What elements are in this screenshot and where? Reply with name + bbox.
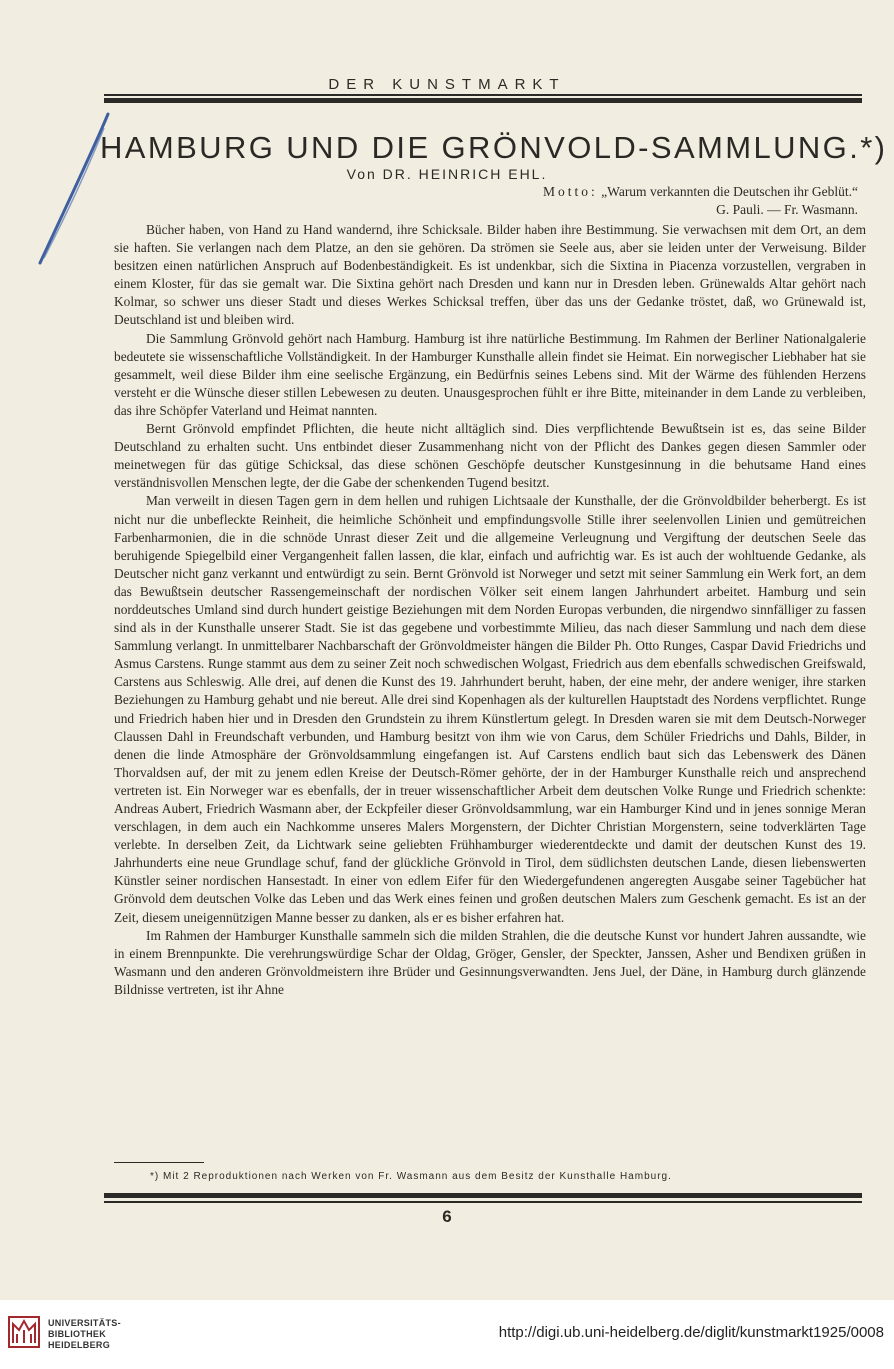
header-rule-thick — [104, 98, 862, 103]
library-logo-icon[interactable] — [8, 1316, 40, 1348]
source-url-link[interactable]: http://digi.ub.uni-heidelberg.de/diglit/kunstmarkt1925/0008 — [498, 1324, 884, 1341]
institution-line: BIBLIOTHEK — [48, 1329, 106, 1339]
header-rule-thin — [104, 94, 862, 96]
paragraph: Bernt Grönvold empfindet Pflichten, die heute nicht alltäglich sind. Dies verpflichtende Bewußtsein ist es, das seine Bilder Deutschland zu erhalten sucht. Uns entbindet dieser Zusammenhang nicht von der Pflicht des Dankes gegen diesen Sammler oder meinetwegen für das gütige Schicksal, das diese schönen Geschöpfe deutscher Kunstgesinnung in die behutsame Hand eines verständnisvollen Menschen legte, der die Gabe der schenkenden Tugend besitzt. — [114, 421, 866, 491]
footnote-rule — [114, 1162, 204, 1163]
institution-name — [48, 1318, 121, 1351]
paragraph: Im Rahmen der Hamburger Kunsthalle sammeln sich die milden Strahlen, die die deutsche Kunst vor hundert Jahren aussandte, wie in einem Brennpunkte. Die verehrungswürdige Schar der Oldag, Gröger, Gensler, der Speckter, Janssen, Asher und Bendixen grüßen in Wasmann und den anderen Grönvoldmeistern ihre Brüder und Gesinnungsverwandten. Jens Juel, der Däne, in Hamburg durch glänzende Bildnisse vertreten, ist ihr Ahne — [114, 927, 866, 997]
paragraph: Man verweilt in diesen Tagen gern in dem hellen und ruhigen Lichtsaale der Kunsthalle, der die Grönvoldbilder beherbergt. Es ist nicht nur die unbefleckte Reinheit, die heimliche Schönheit und empfindungsvolle Stille ihrer seelenvollen Linien und gemütreichen Farbenharmonien, die in die schnöde Unrast dieser Zeit und die allgemeine Verleugnung und Vergiftung der deutschen Seele das beruhigende Spiegelbild einer Vergangenheit fallen lassen, die klar, einfach und aufrichtig war. Es ist auch der wohltuende Gedanke, als Deutscher nicht ganz verkannt und entwürdigt zu sein. Bernt Grönvold ist Norweger und setzt mit seiner Sammlung ein Werk fort, an dem das Bewußtsein deutscher Rassengemeinschaft der nordischen Völker seit einem langen Jahrhundert arbeitet. Hamburg und sein norddeutsches Umland sind durch hundert geistige Beziehungen mit dem Norden Europas verbunden, die nirgendwo sinnfälliger zu fassen sind als in der Kunsthalle unserer Stadt. Sie ist das gegebene und vorbestimmte Milieu, das nach dieser Sammlung und nach dem diese Sammlung verlangt. In unmittelbarer Nachbarschaft der Grönvoldmeister hängen die Bilder Ph. Otto Runges, Caspar David Friedrichs und Asmus Carstens. Runge stammt aus dem zu seiner Zeit noch schwedischen Wolgast, Friedrich aus dem ebenfalls schwedischen Greifswald, Carstens aus Schleswig. Alle drei, auf denen die Kunst des 19. Jahrhundert beruht, haben, der eine mehr, der andere weniger, ihre starken Beziehungen zu Hamburg gehabt und nie bereut. Alle drei sind Kopenhagen als der kulturellen Hauptstadt des Nordens verpflichtet. Runge und Friedrich haben hier und in Dresden den Grundstein zu ihrem Künstlertum gelegt. In Dresden waren sie mit dem Deutsch-Norweger Claussen Dahl in Freundschaft verbunden, und Hamburg besitzt von ihm wie von Carus, dem Schüler Friedrichs und Dahls, Bilder, in denen die linde Atmosphäre der Grönvoldsammlung eingefangen ist. Auf Carstens endlich baut sich das Lebenswerk des Dänen Thorvaldsen auf, der mit zu jenem edlen Kreise der Deutsch-Römer gehörte, der in der Hamburger Kunsthalle reich und ansprechend vertreten ist. Ein Norweger war es ebenfalls, der in treuer wissenschaftlicher Arbeit dem deutschen Volke Runge und Friedrich schenkte: Andreas Aubert, Friedrich Wasmann aber, der Eckpfeiler dieser Grönvoldsammlung, war ein Hamburger Kind und in jenes sonnige Meran verschlagen, in dem auch ein Nachkomme unseres Malers Morgenstern, der Dichter Christian Morgenstern, seine todverklärten Tage verlebte. In derselben Zeit, da Lichtwark seine geliebten Frühhamburger wiederentdeckte und damit der deutschen Kunst des 19. Jahrhunderts eine neue Grundlage schuf, fand der glückliche Grönvold in Tirol, dem südlichsten deutschen Lande, diesen liebenswerten Künstler seiner nordischen Hansestadt. In einer von edlem Eifer für den Wiedergefundenen angeregten Ausgabe seiner Tagebücher hat Grönvold dem deutschen Volke das Leben und das Werk eines feinen und großen deutschen Malers zum Geschenk gemacht. Es ist an der Zeit, diesem uneigennützigen Manne besser zu danken, als er es bisher erfahren hat. — [114, 493, 866, 925]
article-title: HAMBURG UND DIE GRÖNVOLD-SAMMLUNG.*) — [100, 130, 888, 165]
article-body — [114, 221, 866, 999]
motto-label: Motto: — [543, 184, 598, 199]
footer-rule-thick — [104, 1193, 862, 1198]
institution-line: UNIVERSITÄTS- — [48, 1318, 121, 1328]
digitization-footer — [0, 1300, 894, 1369]
running-head: DER KUNSTMARKT — [328, 76, 566, 93]
footnote: *) Mit 2 Reproduktionen nach Werken von Fr. Wasmann aus dem Besitz der Kunsthalle Hamburg. — [150, 1171, 672, 1182]
motto-quote: „Warum verkannten die Deutschen ihr Geblüt.“ — [601, 184, 858, 199]
institution-line: HEIDELBERG — [48, 1340, 111, 1350]
motto — [543, 183, 858, 219]
byline: Von DR. HEINRICH EHL. — [346, 166, 548, 182]
footer-rule-thin — [104, 1201, 862, 1203]
page-number: 6 — [442, 1207, 452, 1226]
motto-source: G. Pauli. — Fr. Wasmann. — [716, 202, 858, 217]
paragraph: Bücher haben, von Hand zu Hand wandernd, ihre Schicksale. Bilder haben ihre Bestimmung. Sie verwachsen mit dem Ort, an dem sie haften. Sie verlangen nach dem Platze, an den sie gehören. Da strömen sie Seele aus, aber sie leiden unter der Verweisung. Bilder besitzen einen natürlichen Anspruch auf Bodenbeständigkeit. Es ist undenkbar, sich die Sixtina in Piacenza vorzustellen, vergraben in einem Kloster, für das sie gemalt war. Die Sixtina gehört nach Dresden und kann nur in Dresden leben. Grünewalds Altar gehört nach Kolmar, so schwer uns dieser Stadt und dieses Werkes Schicksal treffen, über das uns der Gedanke tröstet, daß, wo Grünewald ist, Deutschland ist und bleiben wird. — [114, 222, 866, 328]
paragraph: Die Sammlung Grönvold gehört nach Hamburg. Hamburg ist ihre natürliche Bestimmung. Im Rahmen der Berliner Nationalgalerie bedeutete sie wissenschaftliche Vollständigkeit. In der Hamburger Kunsthalle allein findet sie Heimat. Ein norwegischer Liebhaber hat sie gesammelt, weil diese Bilder ihm eine seelische Ergänzung, ein Bedürfnis seines Lebens sind. Mit der Wärme des fühlenden Herzens versteht er die Wünsche dieser stillen Lebewesen zu deuten. Unausgesprochen fühlt er ihre Bitte, miteinander in dem Lande zu verbleiben, das ihre Schöpfer Vaterland und Heimat nannten. — [114, 330, 866, 418]
